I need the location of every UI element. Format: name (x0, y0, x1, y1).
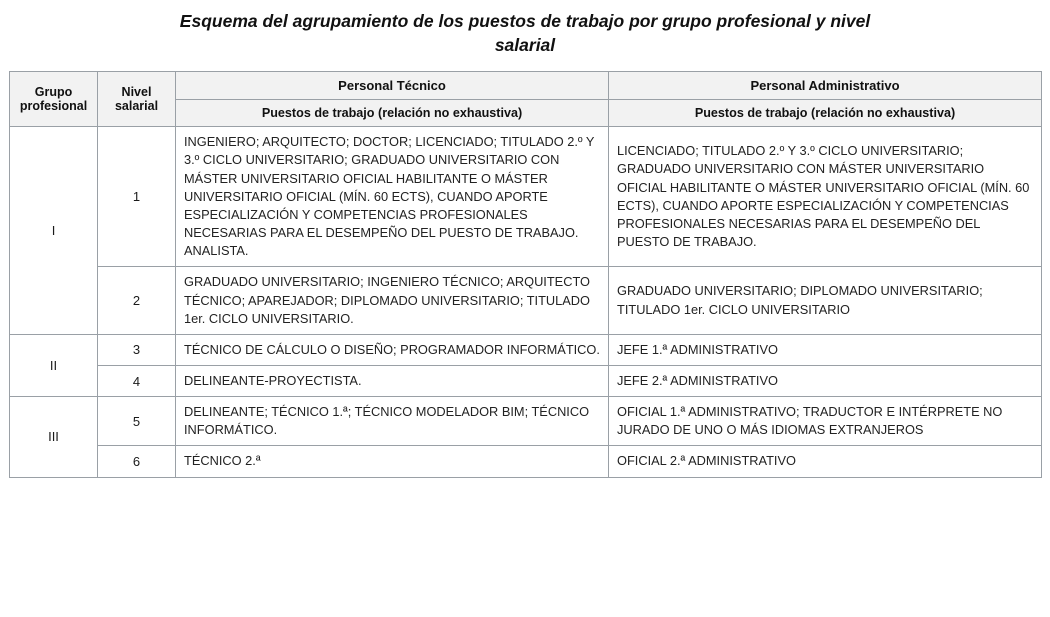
jobs-tecnico-level-3: TÉCNICO DE CÁLCULO O DISEÑO; PROGRAMADOR INFORMÁTICO. (176, 334, 609, 365)
level-label-3: 3 (98, 334, 176, 365)
table-row (10, 397, 1042, 446)
jobs-administrativo-level-4: JEFE 2.ª ADMINISTRATIVO (609, 365, 1042, 396)
table-row (10, 127, 1042, 267)
level-label-2: 2 (98, 267, 176, 334)
jobs-tecnico-level-4: DELINEANTE-PROYECTISTA. (176, 365, 609, 396)
group-label-i: I (10, 127, 98, 335)
group-label-iii: III (10, 397, 98, 477)
jobs-administrativo-level-1: LICENCIADO; TITULADO 2.º Y 3.º CICLO UNIVERSITARIO; GRADUADO UNIVERSITARIO CON MÁSTER UNIVERSITARIO OFICIAL HABILITANTE O MÁSTER UNIVERSITARIO OFICIAL (MÍN. 60 ECTS), CUANDO APORTE ESPECIALIZACIÓN Y COMPETENCIAS PROFESIONALES NECESARIAS PARA EL DESEMPEÑO DEL PUESTO DE TRABAJO. (609, 127, 1042, 267)
jobs-administrativo-level-3: JEFE 1.ª ADMINISTRATIVO (609, 334, 1042, 365)
column-header-nivel-salarial: Nivel salarial (98, 72, 176, 127)
column-header-personal-tecnico: Personal Técnico (176, 72, 609, 100)
document-page (0, 10, 1050, 478)
jobs-administrativo-level-2: GRADUADO UNIVERSITARIO; DIPLOMADO UNIVERSITARIO; TITULADO 1er. CICLO UNIVERSITARIO (609, 267, 1042, 334)
jobs-administrativo-level-5: OFICIAL 1.ª ADMINISTRATIVO; TRADUCTOR E INTÉRPRETE NO JURADO DE UNO O MÁS IDIOMAS EXTRANJEROS (609, 397, 1042, 446)
header-row-1 (10, 72, 1042, 100)
table-row (10, 334, 1042, 365)
jobs-tecnico-level-6: TÉCNICO 2.ª (176, 446, 609, 477)
jobs-tecnico-level-5: DELINEANTE; TÉCNICO 1.ª; TÉCNICO MODELADOR BIM; TÉCNICO INFORMÁTICO. (176, 397, 609, 446)
table-row (10, 267, 1042, 334)
jobs-tecnico-level-2: GRADUADO UNIVERSITARIO; INGENIERO TÉCNICO; ARQUITECTO TÉCNICO; APAREJADOR; DIPLOMADO UNIVERSITARIO; TITULADO 1er. CICLO UNIVERSITARIO. (176, 267, 609, 334)
level-label-6: 6 (98, 446, 176, 477)
level-label-5: 5 (98, 397, 176, 446)
column-header-puestos-tecnico: Puestos de trabajo (relación no exhaustiva) (176, 100, 609, 127)
table-row (10, 446, 1042, 477)
column-header-grupo-profesional: Grupo profesional (10, 72, 98, 127)
column-header-personal-administrativo: Personal Administrativo (609, 72, 1042, 100)
level-label-4: 4 (98, 365, 176, 396)
table-body (10, 127, 1042, 477)
table-row (10, 365, 1042, 396)
jobs-tecnico-level-1: INGENIERO; ARQUITECTO; DOCTOR; LICENCIADO; TITULADO 2.º Y 3.º CICLO UNIVERSITARIO; GRADUADO UNIVERSITARIO CON MÁSTER UNIVERSITARIO OFICIAL HABILITANTE O MÁSTER UNIVERSITARIO OFICIAL (MÍN. 60 ECTS), CUANDO APORTE ESPECIALIZACIÓN Y COMPETENCIAS PROFESIONALES NECESARIAS PARA EL DESEMPEÑO DEL PUESTO DE TRABAJO. ANALISTA. (176, 127, 609, 267)
column-header-puestos-administrativo: Puestos de trabajo (relación no exhaustiva) (609, 100, 1042, 127)
table-header (10, 72, 1042, 127)
page-title: Esquema del agrupamiento de los puestos de trabajo por grupo profesional y nivel salarial (179, 11, 871, 55)
level-label-1: 1 (98, 127, 176, 267)
job-classification-table (9, 71, 1042, 477)
jobs-administrativo-level-6: OFICIAL 2.ª ADMINISTRATIVO (609, 446, 1042, 477)
group-label-ii: II (10, 334, 98, 396)
